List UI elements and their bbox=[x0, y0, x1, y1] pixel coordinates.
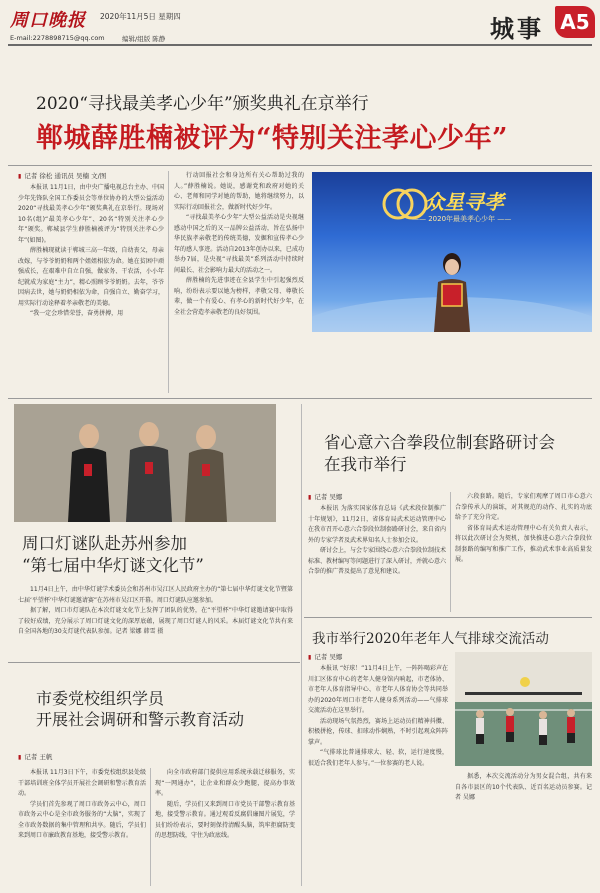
boxing-title-line2: 在我市举行 bbox=[324, 455, 407, 474]
party-school-col2 bbox=[155, 768, 295, 886]
lantern-para: 11月4日上午，由中华灯谜学术委员会和苏州市吴江区人民政府主办的“第七届中华灯谜文化节暨第七届‘平望杯’中华灯谜邀请赛”在苏州市吴江区开幕。周口灯谜队应邀参加。 bbox=[18, 586, 293, 604]
presenter-figure bbox=[434, 253, 470, 332]
boxing-byline: ▮ 记者 吴娜 bbox=[308, 492, 342, 501]
party-school-title bbox=[36, 688, 296, 730]
lead-col2-para: 薛胜楠的先进事迹在全县学生中引起强烈反响，纷纷表示要以她为榜样，孝敬父母、尊敬长辈，做一个有爱心、有孝心的新时代好少年，在全社会营造孝亲敬老的良好氛围。 bbox=[174, 277, 304, 316]
player-figure bbox=[567, 709, 575, 743]
lead-byline: ▮ 记者 徐松 通讯员 吴楠 文/图 bbox=[18, 171, 106, 180]
lantern-title-line1: 周口灯谜队赴苏州参加 bbox=[22, 534, 187, 553]
boxing-title-line1: 省心意六合拳段位制套路研讨会 bbox=[324, 433, 555, 452]
boxing-para: 六段套路。随后，专家们观摩了周口市心意六合拳传承人的演练，对其规范的动作、扎实的功底给予了充分肯定。 bbox=[455, 493, 592, 521]
volleyball-para: 据悉，本次交流活动分为男女混合组，共有来自各市县区的10个代表队、近百名运动员参赛。记者 吴娜 bbox=[455, 773, 592, 801]
column-divider bbox=[150, 768, 151, 886]
volleyball-col2 bbox=[455, 772, 592, 886]
lantern-para: 据了解，周口市灯谜队在本次灯谜文化节上发挥了团队的优势，在“平望杯”中华灯谜邀请赛中取得了较好成绩，充分展示了周口灯谜文化的深厚底蕴，展现了周口灯谜人的风采。本届灯谜文化节共有来自全国各地的30支灯谜代表队参加。记者 梁娜 韩雪 摄 bbox=[18, 607, 293, 635]
section-rule bbox=[304, 617, 592, 618]
lead-kicker: 2020“寻找最美孝心少年”颁奖典礼在京举行 bbox=[36, 94, 369, 114]
lead-col1-para: 本报讯 11月1日，由中央广播电视总台主办、中国少年先锋队全国工作委员会等单位协办的大型公益活动2020“寻找最美孝心少年”颁奖典礼在京举行。现场对10名(组)“最美孝心少年”、20名“特别关注孝心少年”颁奖。郸城县学生薛胜楠被评为“特别关注孝心少年”(如图)。 bbox=[18, 184, 164, 244]
masthead-editor: 编辑/组版 陈静 bbox=[122, 35, 166, 43]
boxing-para: 研讨会上，与会专家围绕心意六合拳段位制技术标准、教材编写等问题进行了深入研讨，并就心意六合拳的推广普及提出了意见和建议。 bbox=[308, 547, 446, 575]
volleyball-para: 本报讯 “好球！”11月4日上午，一阵阵喝彩声在川汇区体育中心的老年人健身馆内响起，市老体协、市老年人体育指导中心、市老年人体育协会等共同举办的2020年周口市老年人健身系列活动——气排球交流活动在这里举行。 bbox=[308, 665, 448, 714]
party-school-byline: ▮ 记者 王帆 bbox=[18, 752, 52, 761]
lantern-body bbox=[18, 585, 293, 653]
lantern-title bbox=[22, 533, 282, 577]
volleyball-byline: ▮ 记者 吴娜 bbox=[308, 652, 342, 661]
lead-col2-para: 行动回报社会和身边所有关心帮助过我的人。”薛胜楠说。她说，感谢党和政府对她的关心、老师和同学对她的帮助，她将继续努力，以实际行动回报社会，做新时代好少年。 bbox=[174, 172, 304, 211]
volleyball-photo bbox=[455, 652, 592, 766]
column-divider bbox=[450, 492, 451, 612]
party-school-title-line2: 开展社会调研和警示教育活动 bbox=[36, 710, 245, 729]
lantern-title-line2: “第七届中华灯谜文化节” bbox=[22, 556, 204, 575]
boxing-title bbox=[324, 432, 594, 476]
party-school-para: 随后，学员们又来到周口市党员干部警示教育基地，接受警示教育。通过观看反腐倡廉图片展览，学员们纷纷表示，要时刻保持清醒头脑，筑牢拒腐防变的思想防线，守住为政底线。 bbox=[155, 800, 295, 839]
player-figure bbox=[539, 711, 547, 745]
volleyball-photo-art bbox=[455, 652, 592, 766]
column-divider bbox=[168, 171, 169, 393]
section-name: 城事 bbox=[490, 14, 544, 43]
lead-col1-para: “我一定会珍惜荣誉，奋勇拼搏，用 bbox=[30, 310, 124, 317]
lead-col1 bbox=[18, 183, 164, 393]
player-figure bbox=[506, 708, 514, 742]
lead-photo bbox=[312, 172, 592, 332]
photo-title: 众星寻孝 bbox=[424, 190, 504, 214]
party-school-col1 bbox=[18, 768, 146, 886]
half-divider bbox=[301, 404, 302, 886]
lead-col2 bbox=[174, 171, 304, 393]
section-rule bbox=[8, 662, 300, 663]
boxing-para: 本报讯 为落实国家体育总局《武术段位制推广十年规划》，11月2日，省体育局武术运动管理中心在我市召开心意六合拳段位制套路研讨会，来自省内外的专家学者及武术界知名人士参加会议。 bbox=[308, 505, 446, 544]
boxing-col1 bbox=[308, 504, 446, 612]
player-figure bbox=[476, 710, 484, 744]
party-school-title-line1: 市委党校组织学员 bbox=[36, 689, 165, 708]
party-school-para: 学员们首先参观了周口市政务云中心，周口市政务云中心是全市政务服务的“大脑”，实现了全市政务数据的集中管理和共享。随后，学员们来到周口市廉政教育基地，接受警示教育。 bbox=[18, 800, 146, 839]
lead-col2-para: “寻找最美孝心少年”大型公益活动是央视继感动中国之后的又一品牌公益活动，旨在弘扬中华民族孝亲敬老的传统美德，发掘和宣传孝心少年的感人事迹。活动自2013年创办以来，已成功举办7届，是央视“寻找最美”系列活动中持续时间最长、社会影响力最大的活动之一。 bbox=[174, 214, 304, 274]
party-school-para: 向全市政府部门提供应用系统承载迁移服务，实现“一网通办”，让企业和群众少跑腿，提高办事效率。 bbox=[155, 769, 295, 797]
lantern-photo bbox=[14, 404, 276, 522]
lead-rule bbox=[8, 165, 592, 166]
party-school-para: 本报讯 11月3日下午，市委党校组织县处级干部培训班全体学员开展社会调研和警示教育活动。 bbox=[18, 769, 146, 797]
volleyball-title: 我市举行2020年老年人气排球交流活动 bbox=[312, 631, 549, 647]
lead-col1-para: 薛胜楠现就读于郸城三高一年级，自幼丧父，母亲改嫁，与爷爷奶奶和两个姐姐相依为命。她在贫困中顽强成长，在艰难中自立自强，做家务、干农活，小小年纪就成为家庭“主力”，精心照顾爷爷奶奶。去年，爷爷因病去世，她与奶奶相依为命，自强自立、勤奋学习，用实际行动诠释着孝亲敬老的美德。 bbox=[18, 247, 164, 307]
section-rule bbox=[8, 398, 592, 399]
volleyball-para: 活动现场气氛热烈，赛场上运动员们精神抖擞、积极拼抢，传球、扣球动作娴熟，不时引起观众阵阵掌声。 bbox=[308, 717, 448, 746]
page-number-badge: A5 bbox=[555, 6, 595, 38]
boxing-col2 bbox=[455, 492, 592, 612]
paper-name: 周口晚报 bbox=[10, 10, 86, 31]
volleyball-para: “气排球比普通排球大、轻、软，运行速度慢，很适合我们老年人参与。”一位参赛的老人说。 bbox=[308, 749, 448, 767]
masthead-email: E-mail:2278898715@qq.com bbox=[10, 34, 105, 42]
lead-headline: 郸城薛胜楠被评为“特别关注孝心少年” bbox=[36, 123, 509, 154]
ball bbox=[520, 677, 530, 687]
volleyball-col1 bbox=[308, 664, 448, 886]
lantern-photo-art bbox=[14, 404, 276, 522]
masthead-date: 2020年11月5日 星期四 bbox=[100, 12, 181, 21]
masthead-rule bbox=[8, 44, 592, 46]
boxing-para: 省体育局武术运动管理中心有关负责人表示，将以此次研讨会为契机，加快推进心意六合拳段位制套路的编写和推广工作，推动武术事业高质量发展。 bbox=[455, 524, 592, 563]
photo-caption: —— 2020年最美孝心少年 —— bbox=[412, 215, 512, 223]
